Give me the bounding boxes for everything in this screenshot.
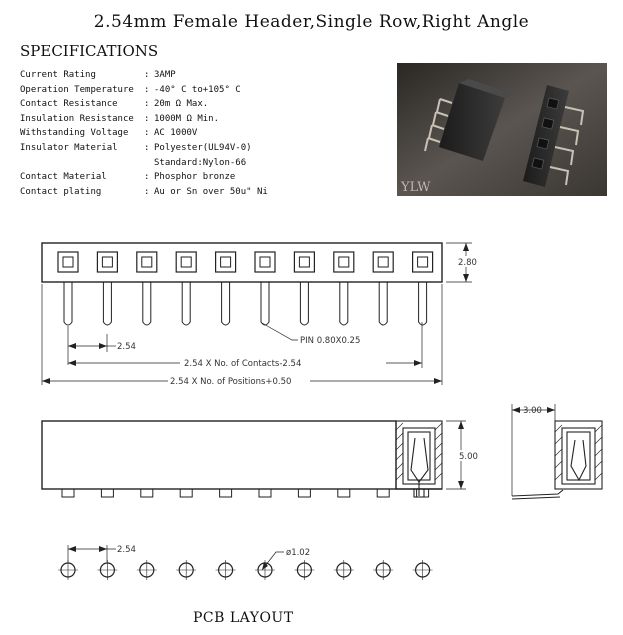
height-label: 2.80 [458, 258, 477, 268]
spec-colon: : [144, 128, 150, 139]
spec-colon: : [144, 113, 150, 124]
spec-colon: : [144, 70, 150, 80]
contact-inner [339, 257, 349, 267]
bottom-tab [141, 489, 153, 497]
pin [64, 282, 72, 325]
bottom-tab [180, 489, 192, 497]
bottom-tab [417, 489, 429, 497]
spec-label: Contact Material [20, 172, 107, 183]
pin [340, 282, 348, 325]
spec-label: Contact plating [20, 186, 102, 197]
spec-label: Contact Resistance [20, 99, 118, 110]
pin [143, 282, 151, 325]
page-title: 2.54mm Female Header,Single Row,Right Angle [93, 12, 530, 32]
spec-colon: : [144, 186, 150, 197]
contact-opening [294, 252, 314, 272]
contact-opening [58, 252, 78, 272]
spec-colon: : [144, 142, 150, 153]
spec-label: Insulation Resistance [20, 113, 134, 124]
spec-colon: : [144, 172, 150, 183]
spec-value: 1000M Ω Min. [154, 113, 220, 124]
section-view [396, 421, 442, 497]
contact-opening [97, 252, 117, 272]
dimension-arrows [42, 243, 555, 570]
bottom-tab [220, 489, 232, 497]
pins [64, 282, 427, 325]
contact-inner [260, 257, 270, 267]
contact-inner [181, 257, 191, 267]
side-profile-view [512, 421, 602, 499]
bottom-tab [101, 489, 113, 497]
pin [300, 282, 308, 325]
contact-opening [334, 252, 354, 272]
contact-inner [142, 257, 152, 267]
spec-label: Operation Temperature [20, 84, 134, 95]
pin-label: PIN 0.80X0.25 [300, 336, 361, 346]
contact-openings [58, 252, 433, 272]
spec-label: Insulator Material [20, 142, 118, 153]
spec-value: Phosphor bronze [154, 172, 236, 183]
bottom-tabs [62, 489, 429, 497]
contact-opening [373, 252, 393, 272]
bottom-tab [62, 489, 74, 497]
specifications-heading: SPECIFICATIONS [20, 42, 159, 60]
side-height-label: 5.00 [459, 452, 478, 462]
pin [222, 282, 230, 325]
contact-opening [137, 252, 157, 272]
pcb-holes [58, 560, 433, 580]
pin-leader-line [262, 323, 298, 340]
pin [182, 282, 190, 325]
bottom-tab [259, 489, 271, 497]
spec-value: Standard:Nylon-66 [154, 157, 247, 168]
pin [419, 282, 427, 325]
bottom-tab [298, 489, 310, 497]
pin [261, 282, 269, 325]
pcb-pitch-label: 2.54 [117, 545, 136, 555]
contacts-length-label: 2.54 X No. of Contacts-2.54 [184, 359, 302, 369]
spec-colon: : [144, 99, 150, 110]
contact-inner [378, 257, 388, 267]
bottom-tab [338, 489, 350, 497]
positions-length-label: 2.54 X No. of Positions+0.50 [170, 377, 292, 387]
contact-opening [255, 252, 275, 272]
pin [103, 282, 111, 325]
spec-colon: : [144, 84, 150, 95]
hole-diameter-label: ø1.02 [286, 548, 311, 558]
pcb-layout-label: PCB LAYOUT [193, 610, 294, 626]
contact-inner [63, 257, 73, 267]
header-body-bottom [42, 421, 396, 489]
contact-opening [176, 252, 196, 272]
spec-value: Au or Sn over 50u" Ni [154, 186, 268, 197]
spec-value: AC 1000V [154, 128, 198, 139]
spec-label: Withstanding Voltage [20, 128, 129, 139]
spec-label: Current Rating [20, 70, 96, 80]
bottom-tab [377, 489, 389, 497]
contact-inner [221, 257, 231, 267]
contact-opening [413, 252, 433, 272]
contact-inner [299, 257, 309, 267]
contact-opening [216, 252, 236, 272]
pitch-label: 2.54 [117, 342, 136, 352]
contact-inner [102, 257, 112, 267]
spec-value: 3AMP [154, 70, 176, 80]
photo-watermark: YLW [401, 180, 431, 195]
side-width-label: 3.00 [523, 406, 542, 416]
spec-value: -40° C to+105° C [154, 84, 241, 95]
spec-value: 20m Ω Max. [154, 99, 209, 110]
spec-value: Polyester(UL94V-0) [154, 142, 252, 153]
pin [379, 282, 387, 325]
contact-inner [418, 257, 428, 267]
